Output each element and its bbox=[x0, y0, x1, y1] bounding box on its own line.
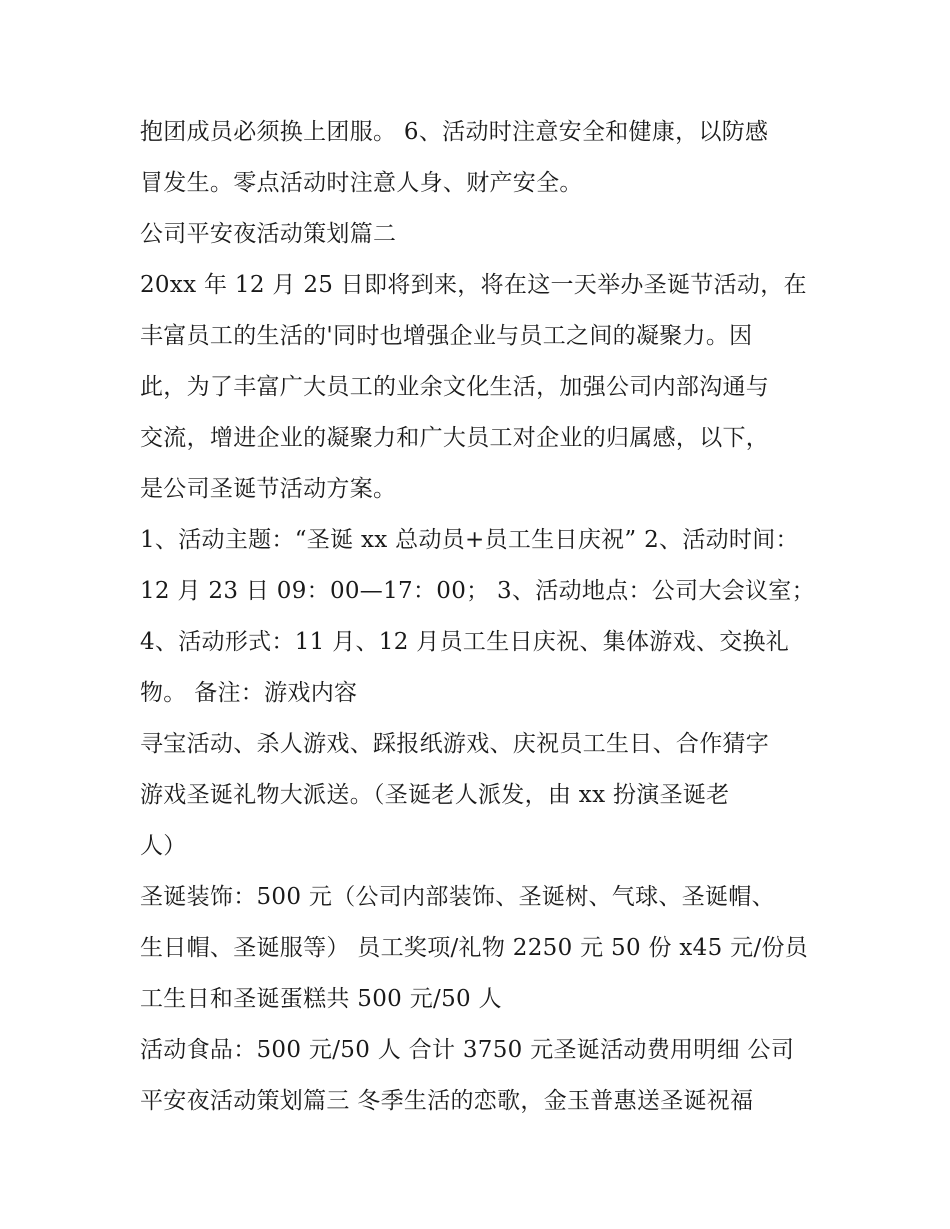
text-line: 1、活动主题：“圣诞 xx 总动员+员工生日庆祝” 2、活动时间： bbox=[140, 527, 799, 553]
text-line: 冒发生。零点活动时注意人身、财产安全。 bbox=[140, 170, 583, 196]
section-heading: 公司平安夜活动策划篇二 bbox=[140, 221, 397, 247]
text-line: 生日帽、圣诞服等） 员工奖项/礼物 2250 元 50 份 x45 元/份员 bbox=[140, 935, 809, 961]
text-line: 20xx 年 12 月 25 日即将到来，将在这一天举办圣诞节活动，在 bbox=[140, 272, 807, 298]
text-line: 活动食品：500 元/50 人 合计 3750 元圣诞活动费用明细 公司 bbox=[140, 1037, 795, 1063]
text-line: 寻宝活动、杀人游戏、踩报纸游戏、庆祝员工生日、合作猜字 bbox=[140, 731, 770, 757]
text-line: 交流，增进企业的凝聚力和广大员工对企业的归属感，以下， bbox=[140, 425, 770, 451]
document-page bbox=[140, 107, 820, 1127]
text-line: 物。 备注：游戏内容 bbox=[140, 680, 358, 706]
text-line: 此，为了丰富广大员工的业余文化生活，加强公司内部沟通与 bbox=[140, 374, 770, 400]
text-line: 丰富员工的生活的'同时也增强企业与员工之间的凝聚力。因 bbox=[140, 323, 753, 349]
text-line: 工生日和圣诞蛋糕共 500 元/50 人 bbox=[140, 986, 502, 1012]
text-line: 人） bbox=[140, 833, 187, 859]
text-line: 平安夜活动策划篇三 冬季生活的恋歌，金玉普惠送圣诞祝福 bbox=[140, 1088, 754, 1114]
text-line: 抱团成员必须换上团服。 6、活动时注意安全和健康，以防感 bbox=[140, 119, 769, 145]
text-line: 12 月 23 日 09：00—17：00； 3、活动地点：公司大会议室； bbox=[140, 578, 815, 604]
text-line: 是公司圣诞节活动方案。 bbox=[140, 476, 397, 502]
text-line: 圣诞装饰：500 元（公司内部装饰、圣诞树、气球、圣诞帽、 bbox=[140, 884, 775, 910]
text-line: 4、活动形式：11 月、12 月员工生日庆祝、集体游戏、交换礼 bbox=[140, 629, 790, 655]
text-line: 游戏圣诞礼物大派送。（圣诞老人派发，由 xx 扮演圣诞老 bbox=[140, 782, 730, 808]
